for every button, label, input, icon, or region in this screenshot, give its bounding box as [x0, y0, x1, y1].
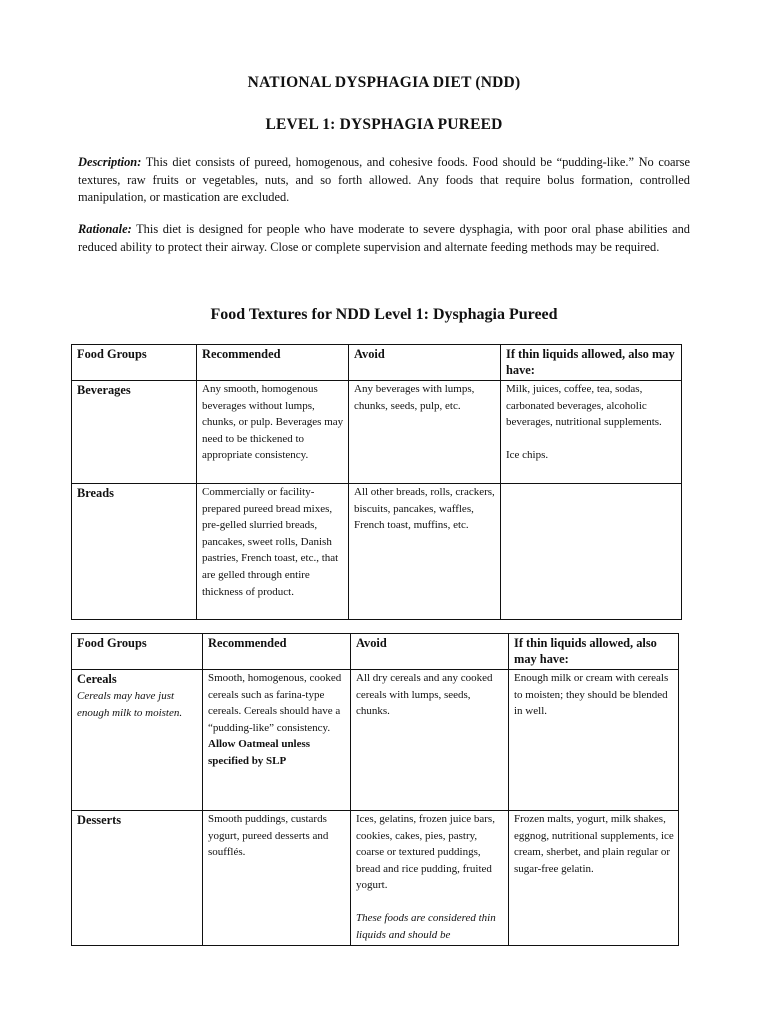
thin-liquids-cell [501, 484, 682, 620]
food-group-name: Cereals [77, 672, 117, 686]
header-recommended: Recommended [197, 345, 349, 381]
avoid-text: Ices, gelatins, frozen juice bars, cookies, cakes, pies, pastry, coarse or textured puddings, bread and rice pudding, fruited yogurt. [356, 813, 495, 892]
food-group-cell: Desserts [72, 811, 203, 946]
header-food-groups: Food Groups [72, 634, 203, 670]
avoid-cell [351, 811, 509, 946]
recommended-cell [203, 670, 351, 811]
thin-liquids-text: Milk, juices, coffee, tea, sodas, carbonated beverages, alcoholic beverages, nutritional supplements. [506, 383, 662, 429]
table-row [72, 670, 679, 811]
avoid-cell: All other breads, rolls, crackers, biscuits, pancakes, waffles, French toast, muffins, etc. [349, 484, 501, 620]
header-avoid: Avoid [351, 634, 509, 670]
food-textures-table-1 [71, 344, 682, 620]
header-avoid: Avoid [349, 345, 501, 381]
level-title: LEVEL 1: DYSPHAGIA PUREED [265, 116, 503, 133]
thin-liquids-cell: Frozen malts, yogurt, milk shakes, eggnog, nutritional supplements, ice cream, sherbet, and plain regular or sugar-free gelatin. [509, 811, 679, 946]
description-label: Description: [78, 155, 142, 169]
rationale-paragraph [78, 221, 690, 256]
thin-liquids-note: Ice chips. [506, 448, 549, 461]
table-row [72, 381, 682, 484]
header-recommended: Recommended [203, 634, 351, 670]
food-textures-table-2 [71, 633, 679, 946]
food-group-cell: Breads [72, 484, 197, 620]
thin-liquids-cell: Enough milk or cream with cereals to moisten; they should be blended in well. [509, 670, 679, 811]
table-title: Food Textures for NDD Level 1: Dysphagia Pureed [210, 306, 558, 323]
header-food-groups: Food Groups [72, 345, 197, 381]
table-row [72, 811, 679, 946]
description-paragraph [78, 154, 690, 207]
thin-liquids-cell [501, 381, 682, 484]
description-text: This diet consists of pureed, homogenous, and cohesive foods. Food should be “pudding-like.” No coarse textures, raw fruits or vegetables, nuts, and so forth allowed. Any foods that require bolus formation, controlled manipulation, or mastication are excluded. [78, 155, 690, 204]
avoid-cell: Any beverages with lumps, chunks, seeds, pulp, etc. [349, 381, 501, 484]
avoid-cell-content [356, 811, 504, 943]
food-group-cell: Beverages [72, 381, 197, 484]
rationale-text: This diet is designed for people who have moderate to severe dysphagia, with poor oral phase abilities and reduced ability to protect their airway. Close or complete supervision and alternate feeding methods may be required. [78, 222, 690, 254]
table-row [72, 484, 682, 620]
avoid-note: These foods are considered thin liquids and should be [356, 911, 496, 941]
recommended-cell: Smooth puddings, custards yogurt, pureed desserts and soufflés. [203, 811, 351, 946]
food-group-cell [72, 670, 203, 811]
table-header-row [72, 345, 682, 381]
header-thin-liquids: If thin liquids allowed, also may have: [509, 634, 679, 670]
recommended-bold-note: Allow Oatmeal unless specified by SLP [208, 738, 311, 767]
recommended-cell: Commercially or facility-prepared pureed bread mixes, pre-gelled slurried breads, pancakes, sweet rolls, Danish pastries, French toast, etc., that are gelled through entire thickness of product. [197, 484, 349, 620]
header-thin-liquids: If thin liquids allowed, also may have: [501, 345, 682, 381]
table-header-row [72, 634, 679, 670]
avoid-cell: All dry cereals and any cooked cereals with lumps, seeds, chunks. [351, 670, 509, 811]
recommended-cell: Any smooth, homogenous beverages without lumps, chunks, or pulp. Beverages may need to be thickened to appropriate consistency. [197, 381, 349, 484]
food-group-note: Cereals may have just enough milk to moisten. [77, 690, 183, 719]
document-title: NATIONAL DYSPHAGIA DIET (NDD) [247, 74, 521, 91]
rationale-label: Rationale: [78, 222, 132, 236]
recommended-text: Smooth, homogenous, cooked cereals such as farina-type cereals. Cereals should have a “pudding-like” consistency. [208, 672, 342, 734]
